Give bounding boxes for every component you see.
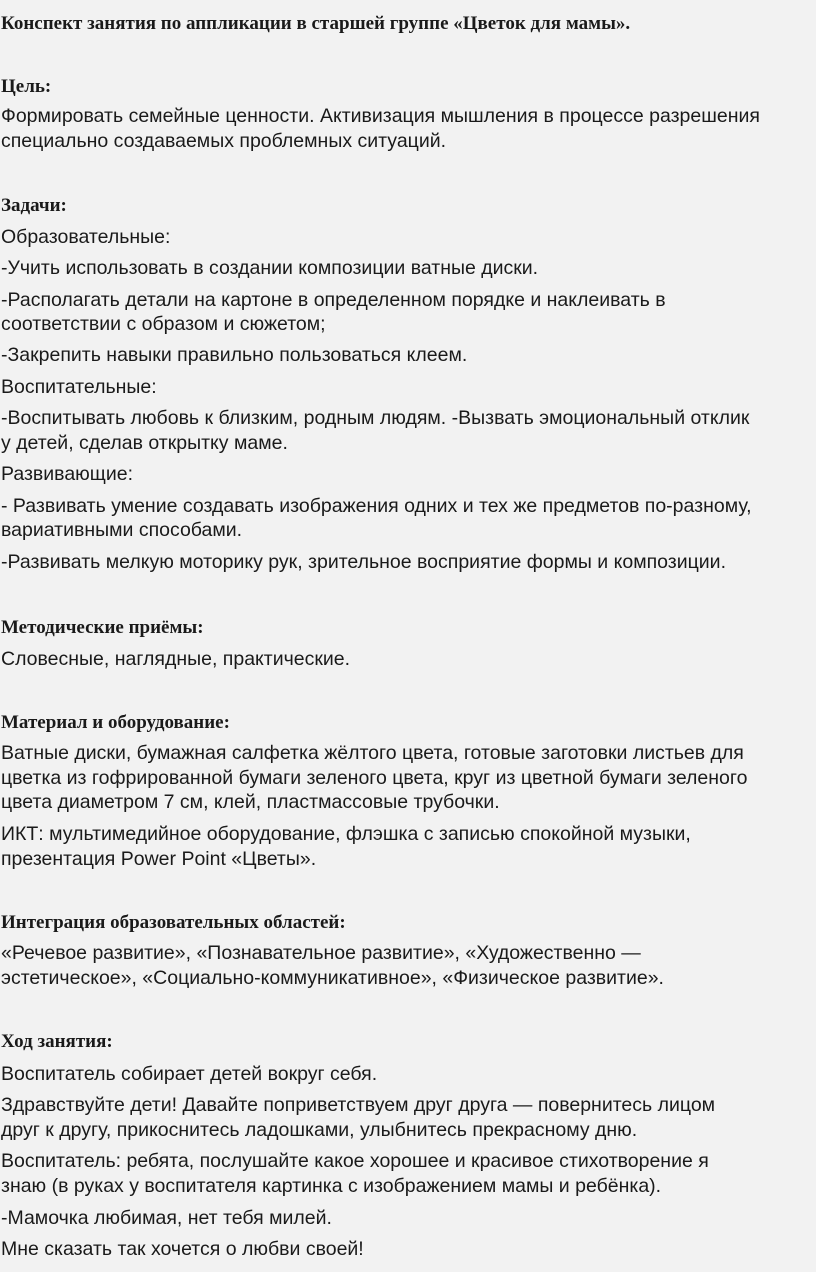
educational-item: -Располагать детали на картоне в определенном порядке и наклеивать в (1, 289, 666, 311)
developing-item: - Развивать умение создавать изображения одних и тех же предметов по-разному, (1, 495, 752, 517)
tasks-heading: Задачи: (1, 195, 67, 216)
upbringing-label: Воспитательные: (1, 376, 157, 398)
goal-heading: Цель: (1, 76, 52, 97)
course-line: Здравствуйте дети! Давайте поприветствуем друг друга — повернитесь лицом (1, 1094, 716, 1116)
materials-line: Ватные диски, бумажная салфетка жёлтого цвета, готовые заготовки листьев для (1, 742, 744, 764)
materials-line: цвета диаметром 7 см, клей, пластмассовые трубочки. (1, 791, 500, 813)
integration-line: эстетическое», «Социально-коммуникативное», «Физическое развитие». (1, 967, 664, 989)
upbringing-item: -Воспитывать любовь к близким, родным людям. -Вызвать эмоциональный отклик (1, 407, 750, 429)
methods-line: Словесные, наглядные, практические. (1, 648, 351, 670)
developing-item: -Развивать мелкую моторику рук, зрительное восприятие формы и композиции. (1, 551, 726, 573)
course-line: Воспитатель: ребята, послушайте какое хорошее и красивое стихотворение я (1, 1150, 709, 1172)
integration-heading: Интеграция образовательных областей: (1, 912, 346, 933)
educational-item: -Учить использовать в создании композиции ватные диски. (1, 257, 539, 279)
goal-line: Формировать семейные ценности. Активизация мышления в процессе разрешения (1, 105, 760, 127)
document-title: Конспект занятия по аппликации в старшей группе «Цветок для мамы». (1, 13, 631, 34)
course-line: -Мамочка любимая, нет тебя милей. (1, 1207, 332, 1229)
course-line: друг к другу, прикоснитесь ладошками, улыбнитесь прекрасному дню. (1, 1119, 638, 1141)
materials-line: ИКТ: мультимедийное оборудование, флэшка с записью спокойной музыки, (1, 823, 691, 845)
course-line: Мне сказать так хочется о любви своей! (1, 1238, 364, 1260)
materials-line: презентация Power Point «Цветы». (1, 848, 317, 870)
goal-line: специально создаваемых проблемных ситуаций. (1, 130, 447, 152)
educational-item: соответствии с образом и сюжетом; (1, 313, 326, 335)
upbringing-item: у детей, сделав открытку маме. (1, 432, 288, 454)
materials-heading: Материал и оборудование: (1, 712, 230, 733)
materials-line: цветка из гофрированной бумаги зеленого цвета, круг из цветной бумаги зеленого (1, 767, 748, 789)
developing-item: вариативными способами. (1, 519, 243, 541)
educational-item: -Закрепить навыки правильно пользоваться клеем. (1, 344, 468, 366)
educational-label: Образовательные: (1, 226, 171, 248)
course-heading: Ход занятия: (1, 1031, 113, 1052)
developing-label: Развивающие: (1, 463, 133, 485)
course-line: Воспитатель собирает детей вокруг себя. (1, 1063, 378, 1085)
integration-line: «Речевое развитие», «Познавательное развитие», «Художественно — (1, 942, 641, 964)
course-line: знаю (в руках у воспитателя картинка с изображением мамы и ребёнка). (1, 1175, 662, 1197)
methods-heading: Методические приёмы: (1, 617, 204, 638)
